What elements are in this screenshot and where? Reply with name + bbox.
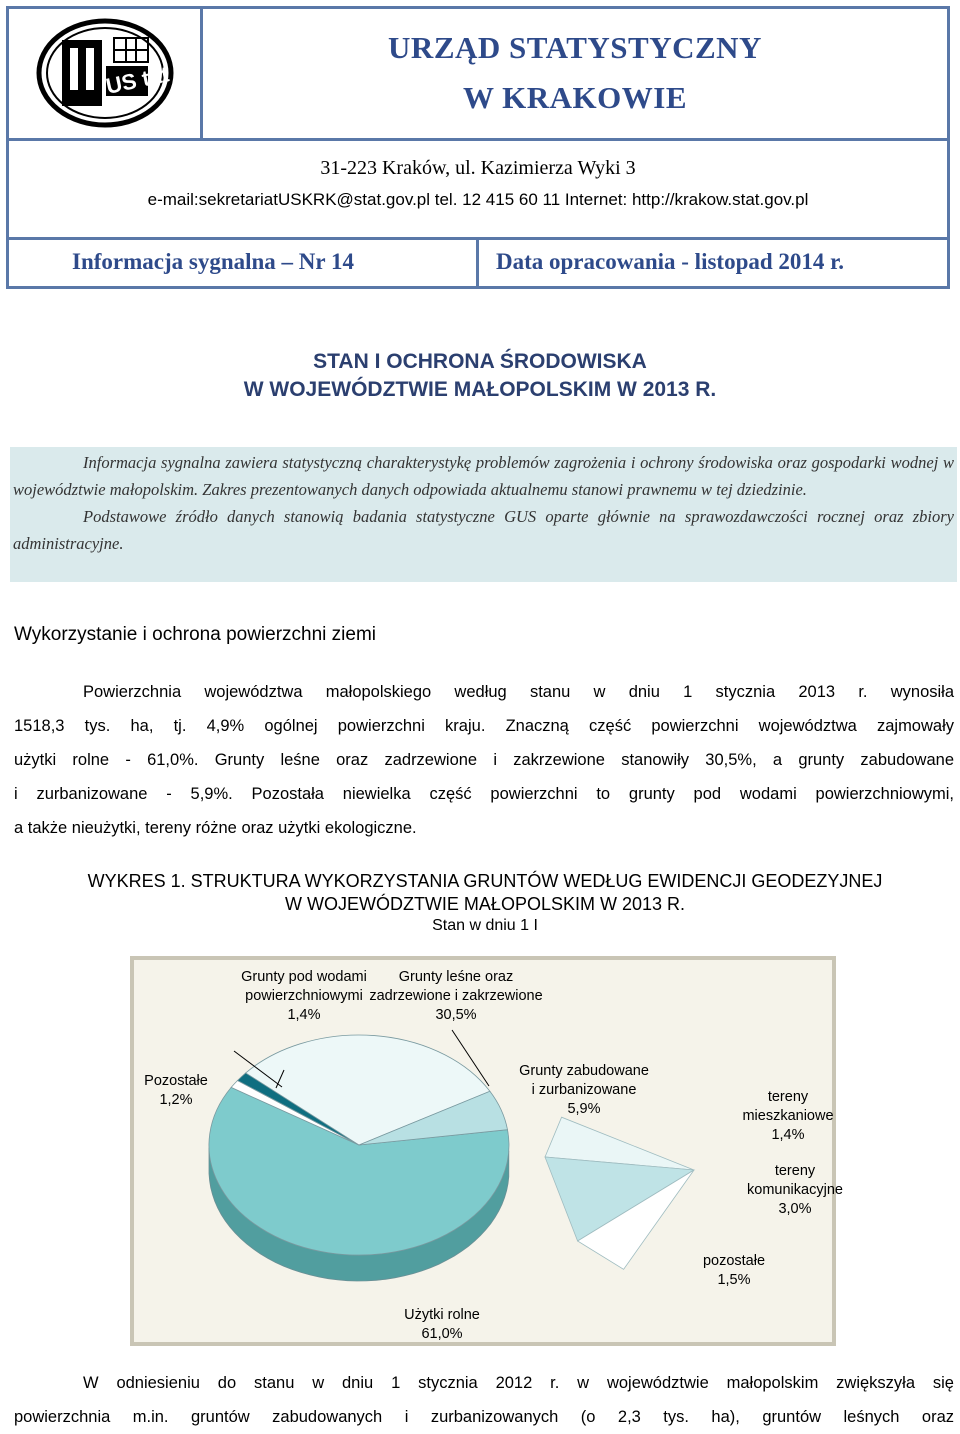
- page-title: [0, 348, 960, 404]
- breakout-label-1: tereny mieszkaniowe 1,4%: [742, 1089, 834, 1143]
- header-contact-frame: [6, 138, 950, 240]
- intro-paragraph-1: Informacja sygnalna zawiera statystyczną charakterystykę problemów zagrożenia i ochrony środowiska oraz gospodarki wodnej w województwie małopolskim. Zakres prezentowanych danych odpowiada aktualnemu stanowi prawnemu w tej dziedzinie.: [13, 453, 954, 499]
- body-line-2: 1518,3 tys. ha, tj. 4,9% ogólnej powierzchni kraju. Znaczną część powierzchni województwa zajmowały: [14, 717, 954, 735]
- office-contacts: e-mail:sekretariatUSKRK@stat.gov.pl tel. 12 415 60 11 Internet: http://krakow.stat.gov.pl: [147, 190, 809, 209]
- office-address: 31-223 Kraków, ul. Kazimierza Wyki 3: [320, 157, 636, 179]
- chart-heading-line1: WYKRES 1. STRUKTURA WYKORZYSTANIA GRUNTÓW WEDŁUG EWIDENCJI GEODEZYJNEJ: [87, 871, 883, 891]
- intro-box: [10, 447, 957, 582]
- footer-text: [14, 1366, 954, 1434]
- logo-text: US tat: [103, 61, 172, 99]
- pie-label-4: Grunty leśne oraz zadrzewione i zakrzewione 30,5%: [369, 969, 543, 1023]
- footer-line-1: W odniesieniu do stanu w dniu 1 stycznia 2012 r. w województwie małopolskim zwiększyła się: [83, 1374, 954, 1392]
- pie-label-5: Grunty zabudowane i zurbanizowane 5,9%: [519, 1063, 649, 1117]
- chart-heading-line3: Stan w dniu 1 I: [432, 917, 538, 934]
- body-line-3: użytki rolne - 61,0%. Grunty leśne oraz zadrzewione i zakrzewione stanowiły 30,5%, a grunty zabudowane: [14, 751, 954, 769]
- pie-label-3: Grunty pod wodami powierzchniowymi 1,4%: [241, 969, 367, 1023]
- section-heading: Wykorzystanie i ochrona powierzchni ziemi: [14, 624, 377, 645]
- info-number: Informacja sygnalna – Nr 14: [72, 249, 354, 274]
- pie-label-2: Pozostałe 1,2%: [144, 1073, 208, 1108]
- office-name-line1: URZĄD STATYSTYCZNY: [388, 30, 762, 65]
- page-title-line2: W WOJEWÓDZTWIE MAŁOPOLSKIM W 2013 R.: [243, 378, 717, 401]
- body-line-5: a także nieużytki, tereny różne oraz użytki ekologiczne.: [14, 819, 417, 837]
- pie-label-1: Użytki rolne 61,0%: [404, 1307, 480, 1342]
- info-date: Data opracowania - listopad 2014 r.: [496, 249, 844, 274]
- body-line-1: Powierzchnia województwa małopolskiego według stanu w dniu 1 stycznia 2013 r. wynosiła: [83, 683, 954, 701]
- breakout-label-2: tereny komunikacyjne 3,0%: [747, 1163, 843, 1217]
- chart-heading: [10, 870, 960, 936]
- header-title-frame: [200, 6, 950, 141]
- chart-panel: [130, 956, 843, 1346]
- breakout-label-3: pozostałe 1,5%: [702, 1253, 766, 1288]
- page-title-line1: STAN I OCHRONA ŚRODOWISKA: [313, 350, 647, 373]
- ustat-logo: [36, 18, 174, 128]
- section-body: [14, 675, 954, 845]
- office-name-line2: W KRAKOWIE: [462, 80, 688, 115]
- footer-line-2: powierzchnia m.in. gruntów zabudowanych i zurbanizowanych (o 2,3 tys. ha), gruntów leśnych oraz: [14, 1408, 954, 1426]
- intro-paragraph-2: Podstawowe źródło danych stanowią badania statystyczne GUS oparte głównie na sprawozdawczości rocznej oraz zbiory administracyjne.: [13, 507, 954, 553]
- body-line-4: i zurbanizowane - 5,9%. Pozostała niewielka część powierzchni to grunty pod wodami powierzchniowymi,: [14, 785, 954, 803]
- chart-heading-line2: W WOJEWÓDZTWIE MAŁOPOLSKIM W 2013 R.: [284, 894, 686, 914]
